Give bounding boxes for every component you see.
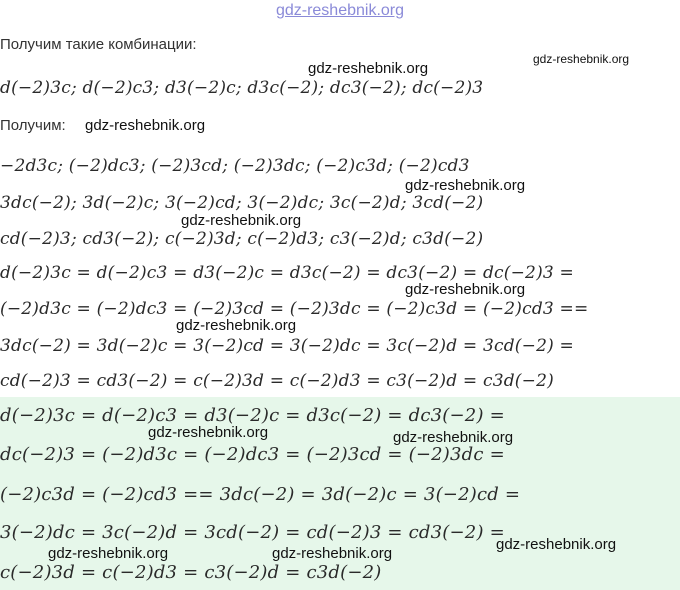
answer-line: (−2)c3d = (−2)cd3 == 3dc(−2) = 3d(−2)c = 3(−2)cd = [0, 484, 521, 505]
answer-line: 3(−2)dc = 3c(−2)d = 3cd(−2) = cd(−2)3 = cd3(−2) = [0, 522, 505, 543]
answer-line: c(−2)3d = c(−2)d3 = c3(−2)d = c3d(−2) [0, 562, 382, 583]
answer-line: d(−2)3c = d(−2)c3 = d3(−2)c = d3c(−2) = dc3(−2) = [0, 405, 505, 426]
watermark: gdz-reshebnik.org [148, 424, 269, 441]
intro-label: Получим такие комбинации: [0, 36, 197, 53]
result-label: Получим: [0, 117, 66, 134]
products-line: 3dc(−2); 3d(−2)c; 3(−2)cd; 3(−2)dc; 3c(−2)d; 3cd(−2) [0, 193, 484, 213]
site-link[interactable]: gdz-reshebnik.org [275, 2, 405, 19]
watermark: gdz-reshebnik.org [181, 212, 302, 229]
watermark: gdz-reshebnik.org [85, 117, 206, 134]
watermark: gdz-reshebnik.org [48, 545, 169, 562]
watermark: gdz-reshebnik.org [496, 536, 617, 553]
watermark: gdz-reshebnik.org [393, 429, 514, 446]
watermark: gdz-reshebnik.org [308, 60, 429, 77]
watermark: gdz-reshebnik.org [405, 281, 526, 298]
equality-line: 3dc(−2) = 3d(−2)c = 3(−2)cd = 3(−2)dc = 3c(−2)d = 3cd(−2) = [0, 336, 574, 356]
watermark: gdz-reshebnik.org [533, 52, 630, 66]
equality-line: cd(−2)3 = cd3(−2) = c(−2)3d = c(−2)d3 = c3(−2)d = c3d(−2) [0, 371, 554, 391]
combinations-line: d(−2)3c; d(−2)c3; d3(−2)c; d3c(−2); dc3(−2); dc(−2)3 [0, 78, 484, 98]
equality-line: (−2)d3c = (−2)dc3 = (−2)3cd = (−2)3dc = (−2)c3d = (−2)cd3 == [0, 299, 589, 319]
products-line: cd(−2)3; cd3(−2); c(−2)3d; c(−2)d3; c3(−2)d; c3d(−2) [0, 229, 484, 249]
watermark: gdz-reshebnik.org [405, 177, 526, 194]
watermark: gdz-reshebnik.org [176, 317, 297, 334]
equality-line: d(−2)3c = d(−2)c3 = d3(−2)c = d3c(−2) = dc3(−2) = dc(−2)3 = [0, 263, 574, 283]
products-line: −2d3c; (−2)dc3; (−2)3cd; (−2)3dc; (−2)c3d; (−2)cd3 [0, 156, 470, 176]
watermark: gdz-reshebnik.org [272, 545, 393, 562]
answer-line: dc(−2)3 = (−2)d3c = (−2)dc3 = (−2)3cd = (−2)3dc = [0, 444, 505, 465]
